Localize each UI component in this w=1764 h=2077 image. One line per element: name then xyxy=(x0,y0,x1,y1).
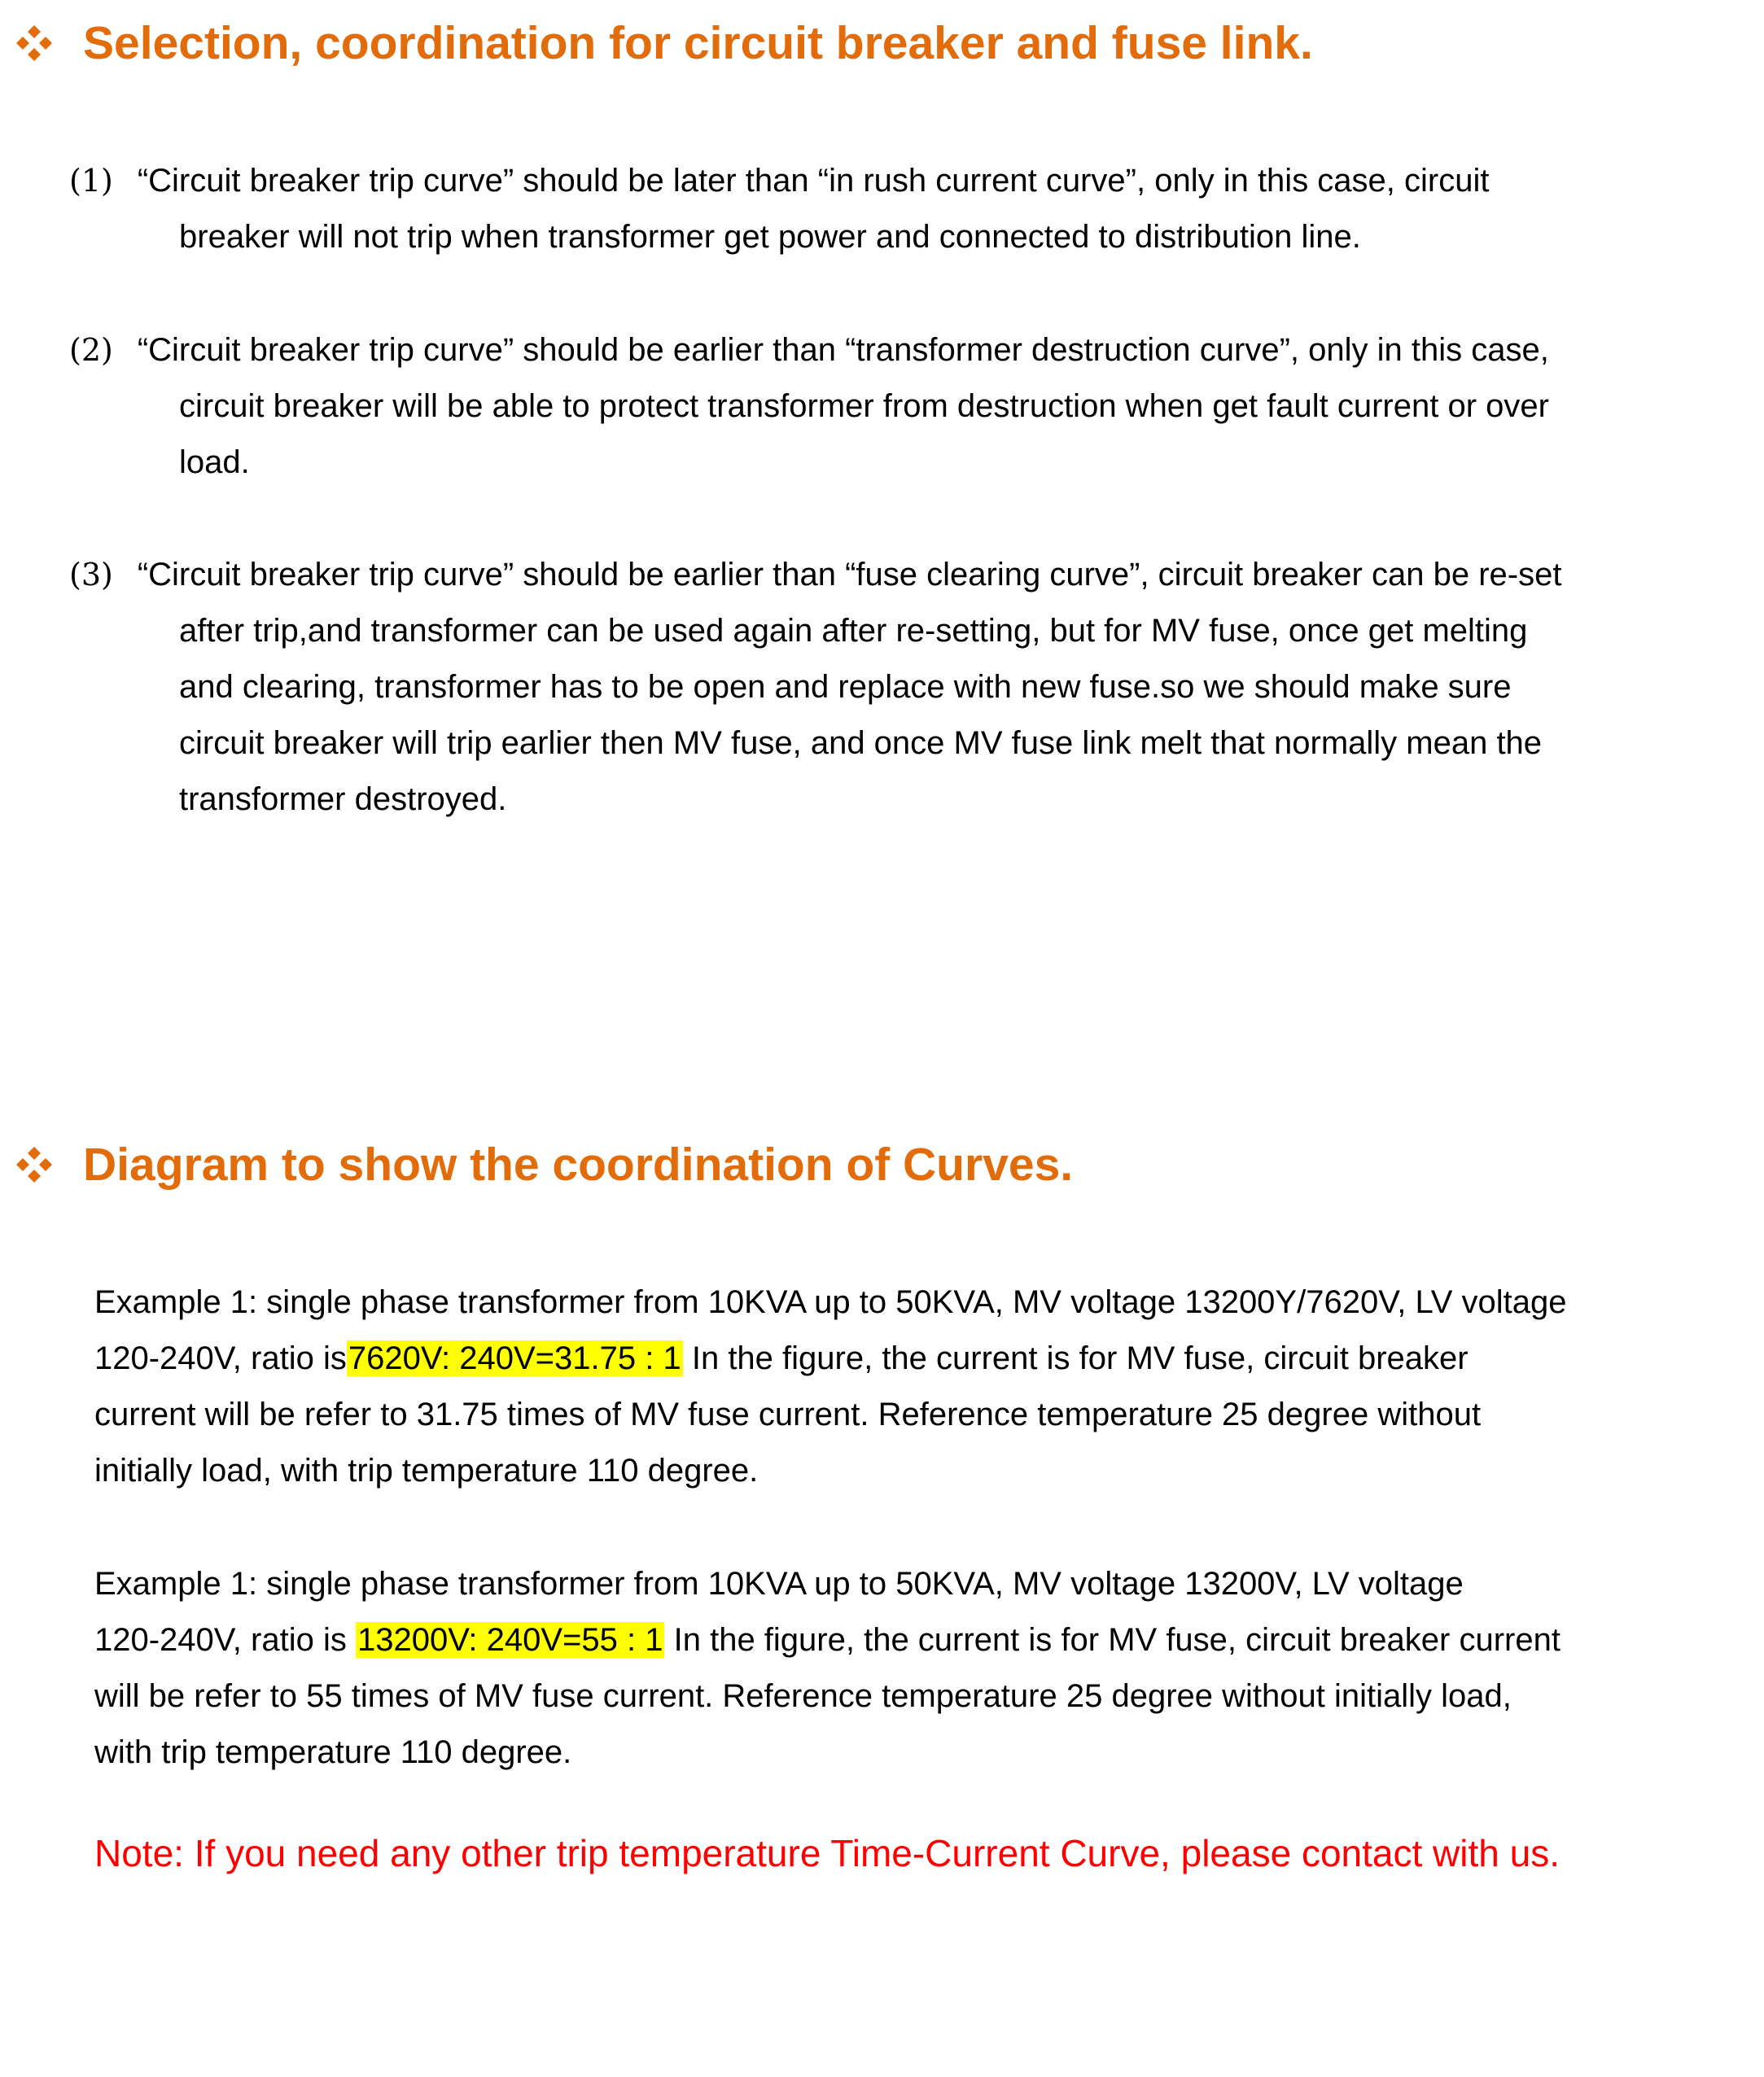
example-1-line-3: current will be refer to 31.75 times of MV fuse current. Reference temperature 25 degree without xyxy=(94,1397,1482,1432)
list-item-1-line-1: (1) “Circuit breaker trip curve” should be later than “in rush current curve”, only in this case, circuit xyxy=(69,163,1490,199)
ratio-highlight-2: 13200V: 240V=55 : 1 xyxy=(357,1622,663,1658)
example-1-line-1: Example 1: single phase transformer from 10KVA up to 50KVA, MV voltage 13200Y/7620V, LV voltage xyxy=(94,1284,1567,1320)
contact-note: Note: If you need any other trip temperature Time-Current Curve, please contact with us. xyxy=(94,1832,1560,1874)
list-item-2-line-1: (2) “Circuit breaker trip curve” should be earlier than “transformer destruction curve”, only in this case, xyxy=(69,332,1549,368)
section1-title: Selection, coordination for circuit breaker and fuse link. xyxy=(83,17,1313,69)
example-2-line-2: 120-240V, ratio is 13200V: 240V=55 : 1 In the figure, the current is for MV fuse, circuit breaker current xyxy=(94,1622,1560,1658)
example-paragraph-2 xyxy=(94,1556,1690,1781)
section1-heading xyxy=(15,16,1313,70)
list-item-3-line-2: after trip,and transformer can be used again after re-setting, but for MV fuse, once get melting xyxy=(179,613,1528,649)
example-1-line-4: initially load, with trip temperature 110 degree. xyxy=(94,1453,759,1489)
list-item-1-number: (1) xyxy=(69,163,113,199)
example-2-line-3: will be refer to 55 times of MV fuse current. Reference temperature 25 degree without initially load, xyxy=(94,1678,1512,1714)
list-item-2-number: (2) xyxy=(69,332,113,368)
list-item-3-number: (3) xyxy=(69,557,113,592)
example-2-line-4: with trip temperature 110 degree. xyxy=(94,1734,572,1770)
example-1-line-2: 120-240V, ratio is7620V: 240V=31.75 : 1 In the figure, the current is for MV fuse, circuit breaker xyxy=(94,1340,1469,1376)
four-diamond-bullet-icon xyxy=(15,1145,54,1184)
list-item-1-line-2: breaker will not trip when transformer get power and connected to distribution line. xyxy=(179,219,1361,255)
list-item-3-line-5: transformer destroyed. xyxy=(179,781,507,817)
section2-title: Diagram to show the coordination of Curves. xyxy=(83,1139,1074,1191)
section2-heading xyxy=(15,1138,1073,1192)
example-paragraph-1 xyxy=(94,1275,1690,1499)
list-item-2-line-3: load. xyxy=(179,444,250,480)
example-2-line-1: Example 1: single phase transformer from 10KVA up to 50KVA, MV voltage 13200V, LV voltage xyxy=(94,1566,1464,1602)
list-item-2 xyxy=(69,322,1705,491)
list-item-1 xyxy=(69,153,1705,265)
ratio-highlight-1: 7620V: 240V=31.75 : 1 xyxy=(348,1340,681,1376)
list-item-3-line-3: and clearing, transformer has to be open and replace with new fuse.so we should make sure xyxy=(179,669,1512,705)
list-item-3-line-4: circuit breaker will trip earlier then MV fuse, and once MV fuse link melt that normally mean the xyxy=(179,725,1543,761)
list-item-3-line-1: (3) “Circuit breaker trip curve” should be earlier than “fuse clearing curve”, circuit breaker can be re-set xyxy=(69,557,1562,592)
list-item-3 xyxy=(69,547,1705,828)
four-diamond-bullet-icon xyxy=(15,24,54,63)
list-item-2-line-2: circuit breaker will be able to protect transformer from destruction when get fault current or over xyxy=(179,388,1549,424)
